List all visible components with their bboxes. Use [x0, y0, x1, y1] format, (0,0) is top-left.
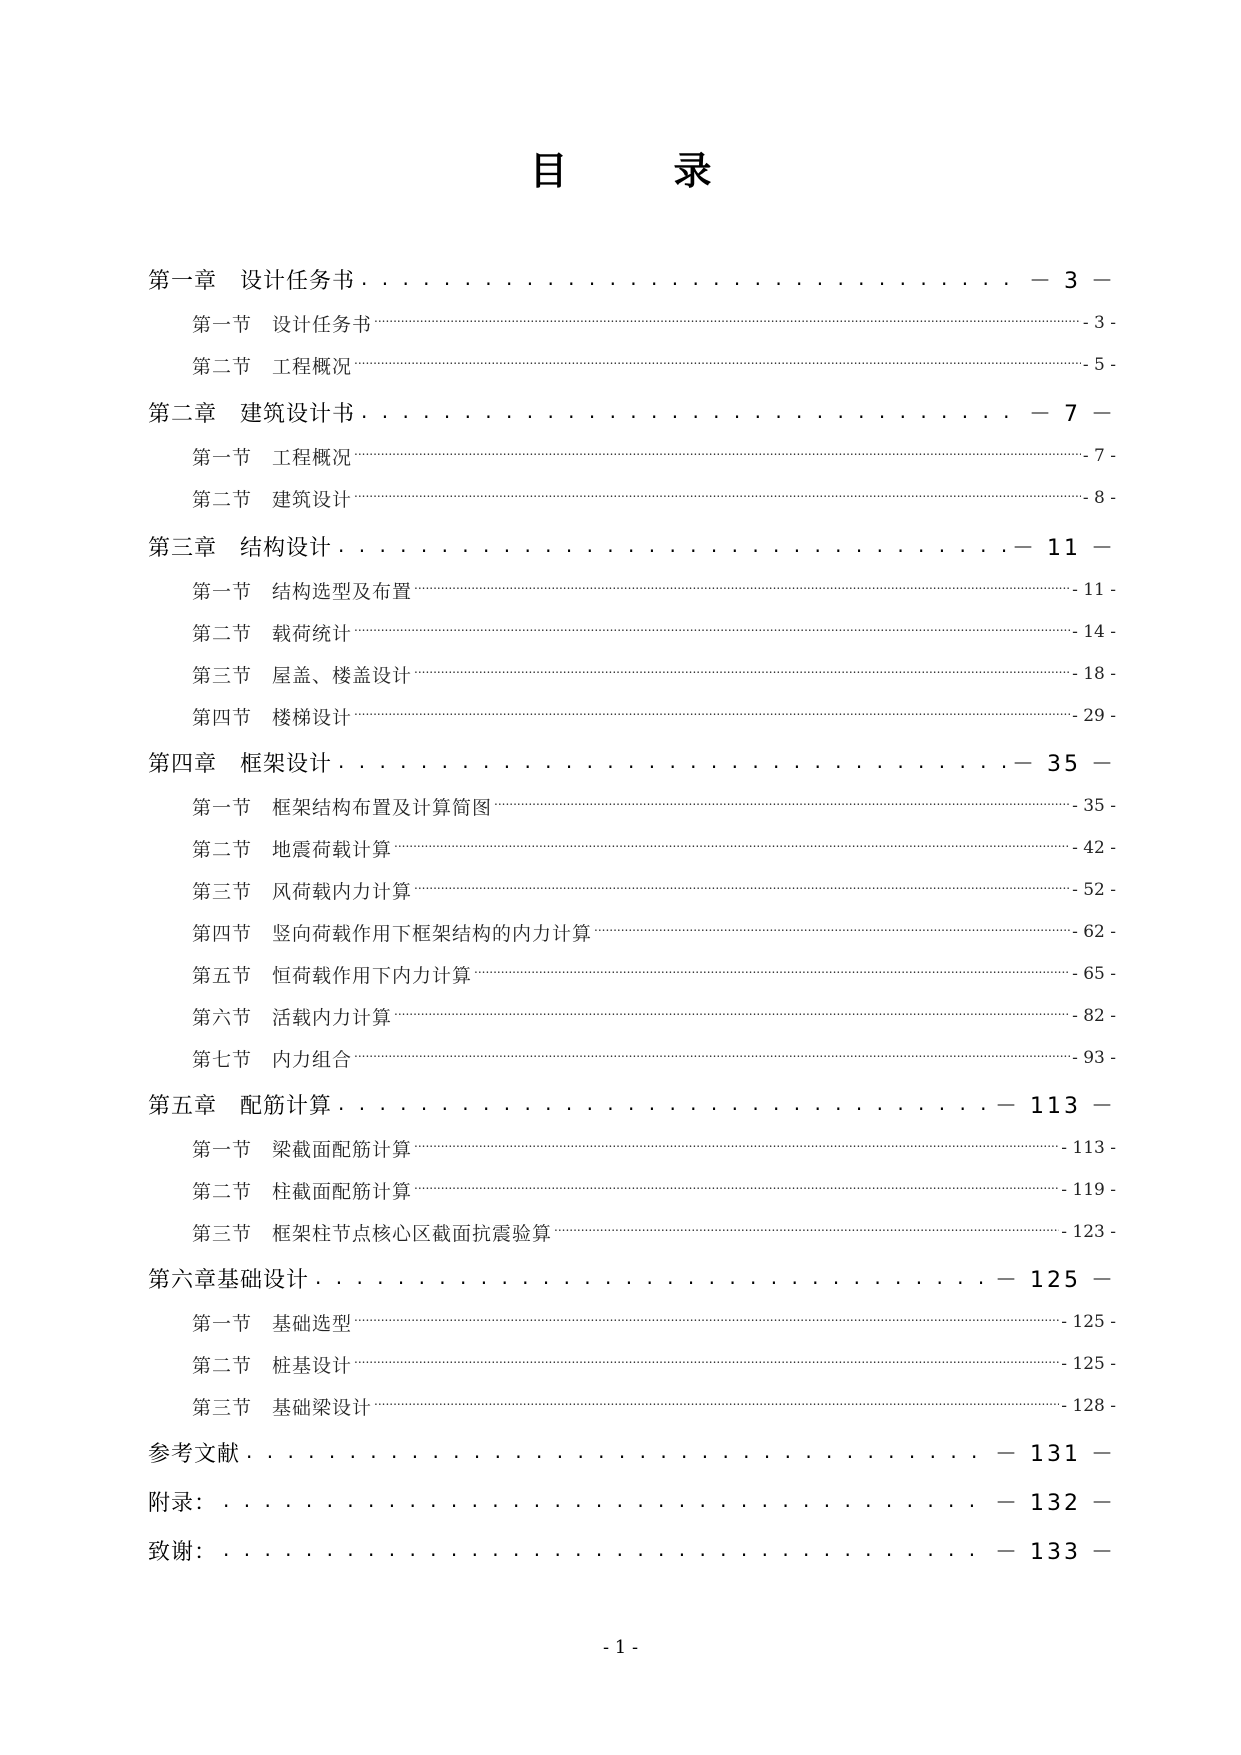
toc-entry-label: 第一节 基础选型	[192, 1312, 353, 1335]
dot-leader	[414, 1181, 1059, 1200]
toc-entry-page: - 3 -	[1082, 313, 1116, 333]
dot-leader	[374, 1397, 1059, 1416]
toc-entry-page: - 113 -	[1061, 1138, 1116, 1158]
toc-entry-label: 附录：	[148, 1490, 218, 1516]
dot-leader	[374, 314, 1081, 333]
toc-entry-page: - 8 -	[1082, 488, 1116, 508]
toc-section-entry[interactable]	[192, 834, 1116, 862]
toc-entry-label: 参考文献	[148, 1441, 241, 1467]
toc-entry-page: － 113 －	[995, 1093, 1116, 1119]
dot-leader	[414, 665, 1070, 684]
dot-leader	[414, 1139, 1059, 1158]
dot-leader	[223, 1539, 989, 1561]
toc-entry-label: 第二节 载荷统计	[192, 622, 353, 645]
dot-leader	[394, 1007, 1070, 1026]
dot-leader	[338, 751, 1006, 773]
toc-entry-page: - 119 -	[1061, 1180, 1116, 1200]
toc-entry-page: － 125 －	[995, 1267, 1116, 1293]
toc-section-entry[interactable]	[192, 792, 1116, 820]
toc-entry-page: － 132 －	[995, 1490, 1116, 1516]
toc-entry-page: － 7 －	[1029, 401, 1116, 427]
toc-entry-page: - 128 -	[1061, 1396, 1116, 1416]
toc-section-entry[interactable]	[192, 442, 1116, 470]
toc-chapter-entry[interactable]	[148, 263, 1116, 295]
toc-entry-label: 第六节 活载内力计算	[192, 1006, 393, 1029]
toc-entry-label: 第七节 内力组合	[192, 1048, 353, 1071]
toc-section-entry[interactable]	[192, 576, 1116, 604]
toc-entry-label: 第一章 设计任务书	[148, 268, 356, 294]
dot-leader	[414, 581, 1070, 600]
toc-entry-page: - 82 -	[1072, 1006, 1116, 1026]
dot-leader	[414, 881, 1070, 900]
toc-chapter-entry[interactable]	[148, 530, 1116, 562]
toc-entry-page: - 35 -	[1072, 796, 1116, 816]
dot-leader	[354, 489, 1081, 508]
dot-leader	[494, 797, 1070, 816]
toc-entry-page: - 93 -	[1072, 1048, 1116, 1068]
toc-section-entry[interactable]	[192, 918, 1116, 946]
toc-section-entry[interactable]	[192, 351, 1116, 379]
toc-entry-label: 第二节 桩基设计	[192, 1354, 353, 1377]
toc-entry-page: - 29 -	[1072, 706, 1116, 726]
toc-section-entry[interactable]	[192, 1350, 1116, 1378]
toc-entry-page: - 11 -	[1072, 580, 1116, 600]
toc-entry-label: 第二节 地震荷载计算	[192, 838, 393, 861]
toc-entry-label: 第三节 屋盖、楼盖设计	[192, 664, 413, 687]
toc-section-entry[interactable]	[192, 876, 1116, 904]
toc-chapter-entry[interactable]	[148, 1534, 1116, 1566]
toc-entry-page: - 18 -	[1072, 664, 1116, 684]
toc-entry-label: 第六章基础设计	[148, 1267, 310, 1293]
dot-leader	[594, 923, 1070, 942]
toc-entry-label: 第三节 框架柱节点核心区截面抗震验算	[192, 1222, 553, 1245]
dot-leader	[394, 839, 1070, 858]
toc-entry-label: 第二节 工程概况	[192, 355, 353, 378]
toc-chapter-entry[interactable]	[148, 1436, 1116, 1468]
toc-entry-page: - 7 -	[1082, 446, 1116, 466]
toc-entry-page: － 3 －	[1029, 268, 1116, 294]
toc-entry-label: 第一节 结构选型及布置	[192, 580, 413, 603]
dot-leader	[354, 1313, 1059, 1332]
toc-entry-page: － 11 －	[1012, 535, 1116, 561]
toc-entry-page: - 123 -	[1061, 1222, 1116, 1242]
toc-entry-page: - 14 -	[1072, 622, 1116, 642]
toc-entry-page: － 131 －	[995, 1441, 1116, 1467]
toc-entry-label: 第三节 风荷载内力计算	[192, 880, 413, 903]
dot-leader	[361, 401, 1023, 423]
page-number-footer: - 1 -	[602, 1637, 639, 1658]
toc-entry-page: － 35 －	[1012, 751, 1116, 777]
toc-entry-label: 第三章 结构设计	[148, 535, 333, 561]
toc-entry-label: 第三节 基础梁设计	[192, 1396, 373, 1419]
toc-entry-page: - 62 -	[1072, 922, 1116, 942]
toc-entry-page: - 65 -	[1072, 964, 1116, 984]
dot-leader	[361, 268, 1023, 290]
dot-leader	[354, 1355, 1059, 1374]
toc-section-entry[interactable]	[192, 660, 1116, 688]
toc-entry-label: 第四节 竖向荷载作用下框架结构的内力计算	[192, 922, 593, 945]
toc-section-entry[interactable]	[192, 1308, 1116, 1336]
toc-entry-label: 第五节 恒荷载作用下内力计算	[192, 964, 473, 987]
toc-entry-page: - 52 -	[1072, 880, 1116, 900]
dot-leader	[315, 1267, 989, 1289]
dot-leader	[354, 623, 1070, 642]
toc-entry-page: - 125 -	[1061, 1312, 1116, 1332]
toc-section-entry[interactable]	[192, 960, 1116, 988]
toc-section-entry[interactable]	[192, 1218, 1116, 1246]
toc-entry-label: 第一节 框架结构布置及计算简图	[192, 796, 493, 819]
toc-entry-label: 第二章 建筑设计书	[148, 401, 356, 427]
toc-section-entry[interactable]	[192, 618, 1116, 646]
page-title: 目 录	[529, 149, 746, 193]
toc-entry-label: 第一节 工程概况	[192, 446, 353, 469]
toc-section-entry[interactable]	[192, 1176, 1116, 1204]
dot-leader	[354, 356, 1081, 375]
toc-chapter-entry[interactable]	[148, 746, 1116, 778]
toc-entry-page: - 125 -	[1061, 1354, 1116, 1374]
toc-section-entry[interactable]	[192, 484, 1116, 512]
toc-entry-label: 第二节 柱截面配筋计算	[192, 1180, 413, 1203]
dot-leader	[338, 1093, 989, 1115]
toc-chapter-entry[interactable]	[148, 1262, 1116, 1294]
dot-leader	[246, 1441, 989, 1463]
toc-entry-label: 第五章 配筋计算	[148, 1093, 333, 1119]
toc-section-entry[interactable]	[192, 1134, 1116, 1162]
toc-entry-page: - 5 -	[1082, 355, 1116, 375]
toc-entry-label: 第四节 楼梯设计	[192, 706, 353, 729]
dot-leader	[223, 1490, 989, 1512]
dot-leader	[354, 707, 1070, 726]
toc-entry-page: - 42 -	[1072, 838, 1116, 858]
dot-leader	[338, 535, 1006, 557]
toc-entry-label: 第一节 梁截面配筋计算	[192, 1138, 413, 1161]
dot-leader	[354, 1049, 1070, 1068]
toc-entry-page: － 133 －	[995, 1539, 1116, 1565]
toc-chapter-entry[interactable]	[148, 396, 1116, 428]
toc-section-entry[interactable]	[192, 309, 1116, 337]
toc-chapter-entry[interactable]	[148, 1485, 1116, 1517]
toc-section-entry[interactable]	[192, 1002, 1116, 1030]
dot-leader	[474, 965, 1070, 984]
toc-section-entry[interactable]	[192, 1044, 1116, 1072]
toc-entry-label: 第二节 建筑设计	[192, 488, 353, 511]
toc-section-entry[interactable]	[192, 702, 1116, 730]
toc-entry-label: 第一节 设计任务书	[192, 313, 373, 336]
toc-section-entry[interactable]	[192, 1392, 1116, 1420]
dot-leader	[354, 447, 1081, 466]
toc-chapter-entry[interactable]	[148, 1088, 1116, 1120]
toc-entry-label: 致谢：	[148, 1539, 218, 1565]
dot-leader	[554, 1223, 1059, 1242]
toc-entry-label: 第四章 框架设计	[148, 751, 333, 777]
